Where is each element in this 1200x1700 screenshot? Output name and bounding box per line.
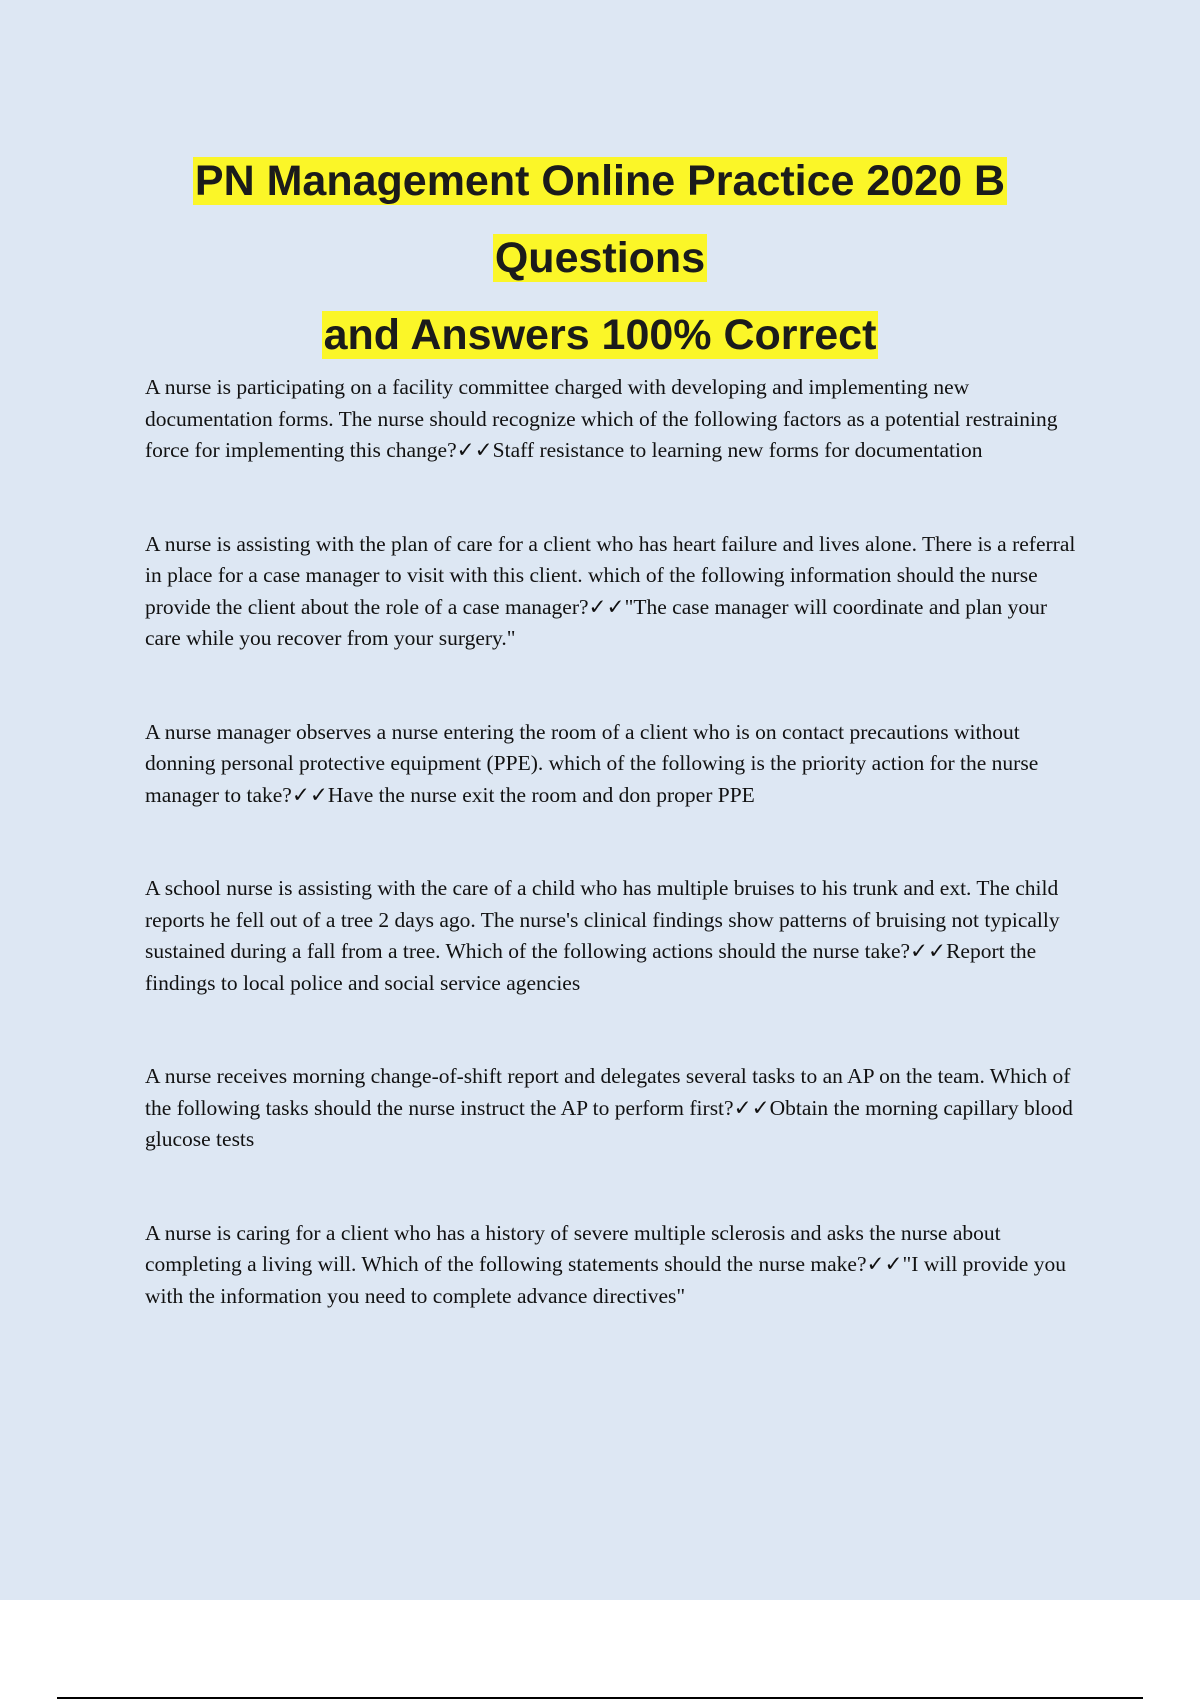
check-marker: ✓✓ bbox=[588, 594, 625, 619]
check-marker: ✓✓ bbox=[291, 782, 328, 807]
footer-divider bbox=[57, 1697, 1143, 1699]
check-marker: ✓✓ bbox=[866, 1252, 903, 1276]
qa-item-5 bbox=[145, 1061, 1080, 1156]
qa-item-1 bbox=[145, 372, 1080, 467]
qa-item-2 bbox=[145, 529, 1080, 655]
qa-item-3 bbox=[145, 717, 1080, 812]
check-marker: ✓✓ bbox=[910, 939, 947, 963]
answer-text: Report the findings to local police and social service agencies bbox=[145, 939, 1037, 995]
answer-text: Have the nurse exit the room and don proper PPE bbox=[327, 782, 755, 807]
question-text: A nurse is participating on a facility committee charged with developing and implementing new documentation forms. The nurse should recognize which of the following factors as a potential restraining force for implementing this change? bbox=[145, 375, 1058, 462]
title-line-3-text: and Answers 100% Correct bbox=[323, 311, 877, 359]
title-line-1-text: PN Management Online Practice 2020 B bbox=[194, 157, 1006, 205]
qa-item-6 bbox=[145, 1218, 1080, 1313]
title-line-3 bbox=[0, 297, 1200, 374]
question-text: A nurse is assisting with the plan of care for a client who has heart failure and lives alone. There is a referral in place for a case manager to visit with this client. which of the following information should the nurse provide the client about the role of a case manager? bbox=[145, 531, 1076, 619]
document-title bbox=[0, 143, 1200, 374]
question-text: A nurse manager observes a nurse entering the room of a client who is on contact precautions without donning personal protective equipment (PPE). which of the following is the priority action for the nurse manager to take? bbox=[145, 719, 1039, 807]
answer-text: "I will provide you with the information you need to complete advance directives" bbox=[145, 1252, 1066, 1308]
answer-text: Obtain the morning capillary blood glucose tests bbox=[145, 1095, 1073, 1151]
title-line-1 bbox=[0, 143, 1200, 220]
check-marker: ✓✓ bbox=[733, 1095, 770, 1120]
check-marker: ✓✓ bbox=[456, 438, 493, 462]
question-text: A nurse receives morning change-of-shift report and delegates several tasks to an AP on the team. Which of the following tasks should the nurse instruct the AP to perform first? bbox=[145, 1064, 1071, 1120]
question-answer-list bbox=[145, 372, 1080, 1374]
answer-text: Staff resistance to learning new forms for documentation bbox=[492, 438, 983, 462]
answer-text: "The case manager will coordinate and plan your care while you recover from your surgery." bbox=[145, 594, 1048, 650]
title-line-2 bbox=[0, 220, 1200, 297]
qa-item-4 bbox=[145, 873, 1080, 999]
title-line-2-text: Questions bbox=[494, 234, 706, 282]
question-text: A nurse is caring for a client who has a history of severe multiple sclerosis and asks the nurse about completing a living will. Which of the following statements should the nurse make? bbox=[145, 1220, 1001, 1276]
question-text: A school nurse is assisting with the care of a child who has multiple bruises to his trunk and ext. The child reports he fell out of a tree 2 days ago. The nurse's clinical findings show patterns of bruising not typically sustained during a fall from a tree. Which of the following actions should the nurse take? bbox=[145, 876, 1060, 963]
